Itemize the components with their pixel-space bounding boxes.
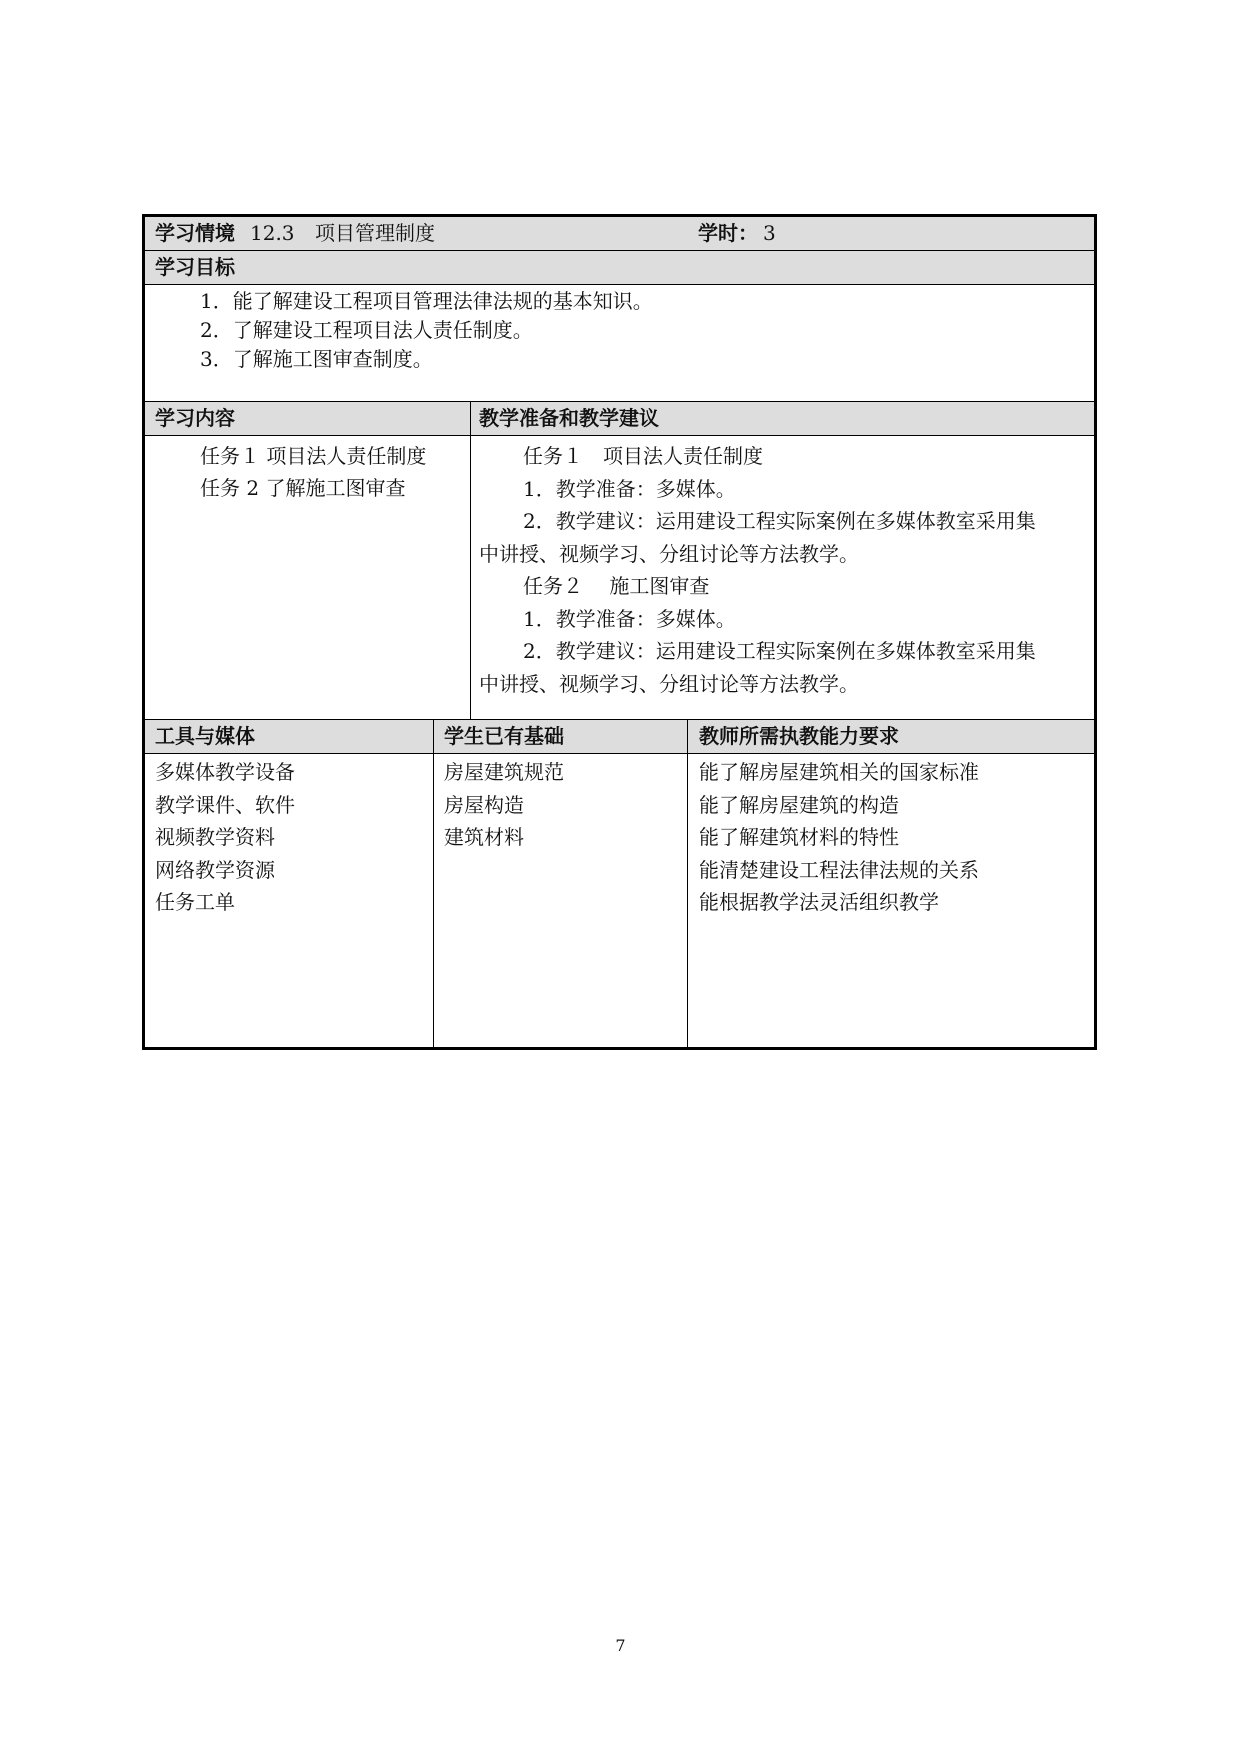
- objectives-header: 学习目标: [155, 255, 235, 279]
- teaching-line: 2．教学建议：运用建设工程实际案例在多媒体教室采用集: [523, 509, 1036, 533]
- teacher-item: 能了解房屋建筑相关的国家标准: [699, 760, 979, 784]
- hours-value: 3: [763, 221, 776, 245]
- situation-name: 项目管理制度: [315, 221, 435, 245]
- teaching-header: 教学准备和教学建议: [479, 406, 659, 430]
- teacher-list: [699, 756, 979, 919]
- teacher-item: 能了解建筑材料的特性: [699, 825, 899, 849]
- column-divider: [687, 720, 688, 1047]
- content-list: [200, 440, 426, 504]
- situation-label: 学习情境: [155, 221, 235, 245]
- tools-item: 多媒体教学设备: [155, 760, 295, 784]
- column-divider: [433, 720, 434, 1047]
- content-item: 任务 2 了解施工图审查: [200, 476, 406, 500]
- teaching-line: 1．教学准备：多媒体。: [523, 606, 736, 631]
- objectives-body: [145, 285, 1094, 402]
- teacher-item: 能清楚建设工程法律法规的关系: [699, 857, 979, 882]
- teaching-line: 中讲授、视频学习、分组讨论等方法教学。: [479, 541, 859, 566]
- tools-item: 教学课件、软件: [155, 792, 295, 817]
- basis-item: 房屋构造: [444, 792, 524, 817]
- teacher-header: 教师所需执教能力要求: [699, 724, 899, 748]
- teaching-line: 2．教学建议：运用建设工程实际案例在多媒体教室采用集: [523, 639, 1036, 663]
- title-row: [145, 217, 1094, 251]
- content-header-row: [145, 402, 1094, 436]
- tools-item: 网络教学资源: [155, 857, 275, 882]
- tools-item: 任务工单: [155, 890, 235, 914]
- tools-item: 视频教学资料: [155, 825, 275, 849]
- content-item: 任务１ 项目法人责任制度: [200, 444, 427, 468]
- course-table: [142, 214, 1097, 1050]
- teaching-line: 中讲授、视频学习、分组讨论等方法教学。: [479, 671, 859, 696]
- teacher-item: 能根据教学法灵活组织教学: [699, 890, 939, 914]
- teaching-line: 任务２ 施工图审查: [523, 574, 710, 598]
- teaching-line: 任务１ 项目法人责任制度: [523, 444, 763, 468]
- objective-item: 1．能了解建设工程项目管理法律法规的基本知识。: [200, 289, 653, 313]
- hours-label: 学时：: [698, 221, 758, 245]
- basis-item: 建筑材料: [444, 825, 524, 849]
- page-number: 7: [615, 1636, 626, 1655]
- objective-item: 3．了解施工图审查制度。: [200, 347, 433, 371]
- basis-list: [444, 756, 564, 854]
- basis-header: 学生已有基础: [444, 724, 564, 748]
- resources-header-row: [145, 720, 1094, 754]
- teaching-text: [479, 440, 1094, 700]
- objective-item: 2．了解建设工程项目法人责任制度。: [200, 318, 533, 342]
- content-header: 学习内容: [155, 406, 235, 430]
- tools-list: [155, 756, 295, 919]
- resources-body: [145, 754, 1094, 1047]
- situation-number: 12.3: [250, 221, 295, 245]
- objectives-header-row: [145, 251, 1094, 285]
- teaching-line: 1．教学准备：多媒体。: [523, 476, 736, 501]
- column-divider: [470, 402, 471, 720]
- content-body: [145, 436, 1094, 720]
- teacher-item: 能了解房屋建筑的构造: [699, 792, 899, 817]
- basis-item: 房屋建筑规范: [444, 760, 564, 784]
- tools-header: 工具与媒体: [155, 724, 255, 748]
